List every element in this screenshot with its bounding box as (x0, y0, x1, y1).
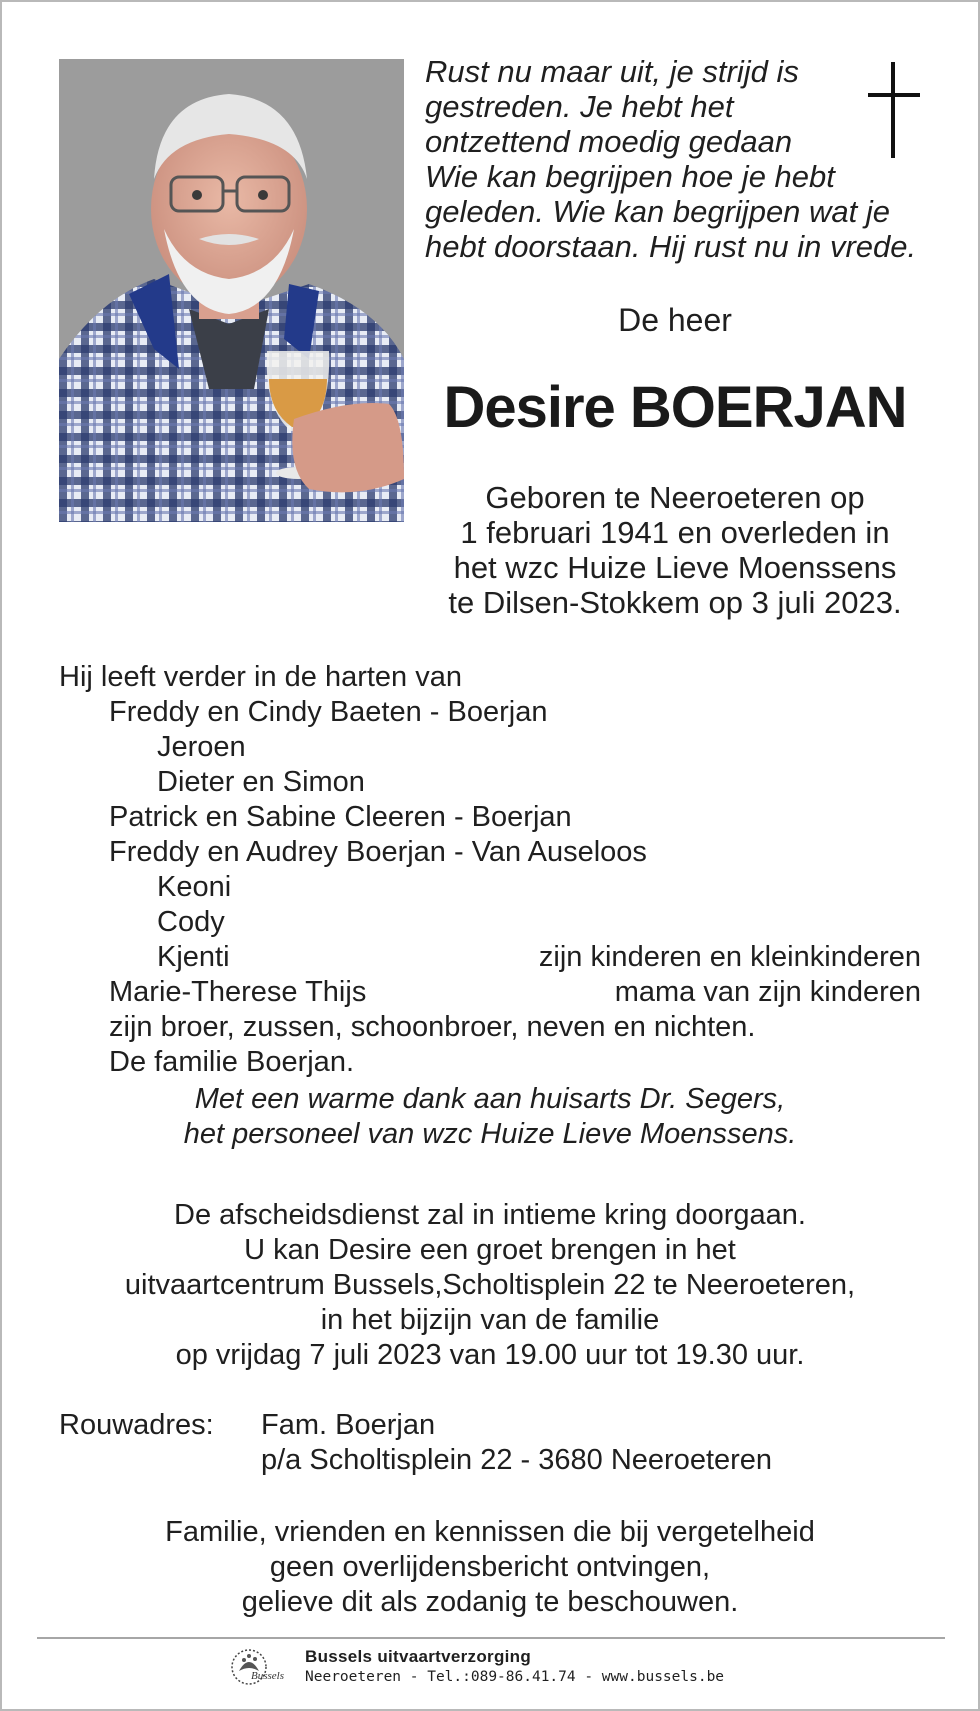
logo-text: Bussels (251, 1670, 284, 1682)
footer (227, 1645, 767, 1695)
relation-label: zijn kinderen en kleinkinderen (538, 941, 921, 973)
service-line: uitvaartcentrum Bussels,Scholtisplein 22 te Neeroeteren, (124, 1269, 856, 1301)
family-row (59, 975, 921, 1010)
family-member: Dieter en Simon (157, 766, 365, 798)
family-member: Freddy en Cindy Baeten - Boerjan (109, 696, 548, 728)
footer-text (305, 1647, 724, 1685)
family-row (59, 1010, 921, 1045)
poem-line: hebt doorstaan. Hij rust nu in vrede. (425, 229, 917, 264)
thanks-line: het personeel van wzc Huize Lieve Moenssens. (183, 1118, 797, 1150)
family-row (59, 870, 921, 905)
family-member: Patrick en Sabine Cleeren - Boerjan (109, 801, 572, 833)
family-member: zijn broer, zussen, schoonbroer, neven en nichten. (109, 1011, 756, 1043)
poem (425, 54, 945, 264)
service-line: in het bijzijn van de familie (320, 1304, 660, 1336)
address-value (261, 1408, 772, 1478)
family-row (59, 1045, 921, 1080)
portrait-illustration (59, 59, 404, 522)
bussels-logo-icon (227, 1645, 297, 1689)
portrait-photo (59, 59, 404, 522)
family-member: Cody (157, 906, 225, 938)
closing-line: Familie, vrienden en kennissen die bij vergetelheid (165, 1516, 815, 1548)
family-intro: Hij leeft verder in de harten van (59, 661, 462, 693)
closing-note (59, 1515, 921, 1620)
address-line: Fam. Boerjan (261, 1409, 436, 1441)
family-member: Freddy en Audrey Boerjan - Van Auseloos (109, 836, 647, 868)
family-member: Marie-Therese Thijs (109, 976, 367, 1008)
service-line: U kan Desire een groet brengen in het (244, 1234, 736, 1266)
birth-line: Geboren te Neeroeteren op (485, 480, 865, 515)
footer-divider (37, 1637, 945, 1639)
family-row (59, 940, 921, 975)
company-name: Bussels uitvaartverzorging (305, 1647, 532, 1666)
deceased-name: Desire BOERJAN (443, 375, 907, 440)
service-info (59, 1198, 921, 1373)
poem-line: ontzettend moedig gedaan (425, 124, 793, 159)
birth-line: te Dilsen-Stokkem op 3 juli 2023. (448, 585, 902, 620)
poem-line: geleden. Wie kan begrijpen wat je (425, 194, 891, 229)
birth-line: 1 februari 1941 en overleden in (460, 515, 890, 550)
birth-death-info (425, 480, 925, 620)
family-member: Keoni (157, 871, 232, 903)
family-member: De familie Boerjan. (109, 1046, 354, 1078)
relation-label: mama van zijn kinderen (614, 976, 921, 1008)
family-row (59, 905, 921, 940)
closing-line: gelieve dit als zodanig te beschouwen. (241, 1586, 739, 1618)
poem-line: Wie kan begrijpen hoe je hebt (425, 159, 835, 194)
company-contact: Neeroeteren - Tel.:089-86.41.74 - www.bussels.be (305, 1669, 725, 1685)
family-row (59, 730, 921, 765)
family-row (59, 800, 921, 835)
closing-line: geen overlijdensbericht ontvingen, (269, 1551, 711, 1583)
family-row (59, 765, 921, 800)
thanks-line: Met een warme dank aan huisarts Dr. Segers, (194, 1083, 786, 1115)
honorific: De heer (618, 302, 732, 338)
poem-line: Rust nu maar uit, je strijd is (425, 54, 799, 89)
family-row (59, 695, 921, 730)
thanks-note (59, 1082, 921, 1152)
address-label: Rouwadres: (59, 1409, 214, 1441)
service-line: op vrijdag 7 juli 2023 van 19.00 uur tot 19.30 uur. (175, 1339, 805, 1371)
address-line: p/a Scholtisplein 22 - 3680 Neeroeteren (261, 1444, 773, 1476)
family-member: Kjenti (157, 941, 230, 973)
service-line: De afscheidsdienst zal in intieme kring doorgaan. (174, 1199, 806, 1231)
poem-line: gestreden. Je hebt het (425, 89, 734, 124)
family-row (59, 835, 921, 870)
family-list (59, 660, 921, 1080)
family-member: Jeroen (157, 731, 246, 763)
birth-line: het wzc Huize Lieve Moenssens (453, 550, 897, 585)
